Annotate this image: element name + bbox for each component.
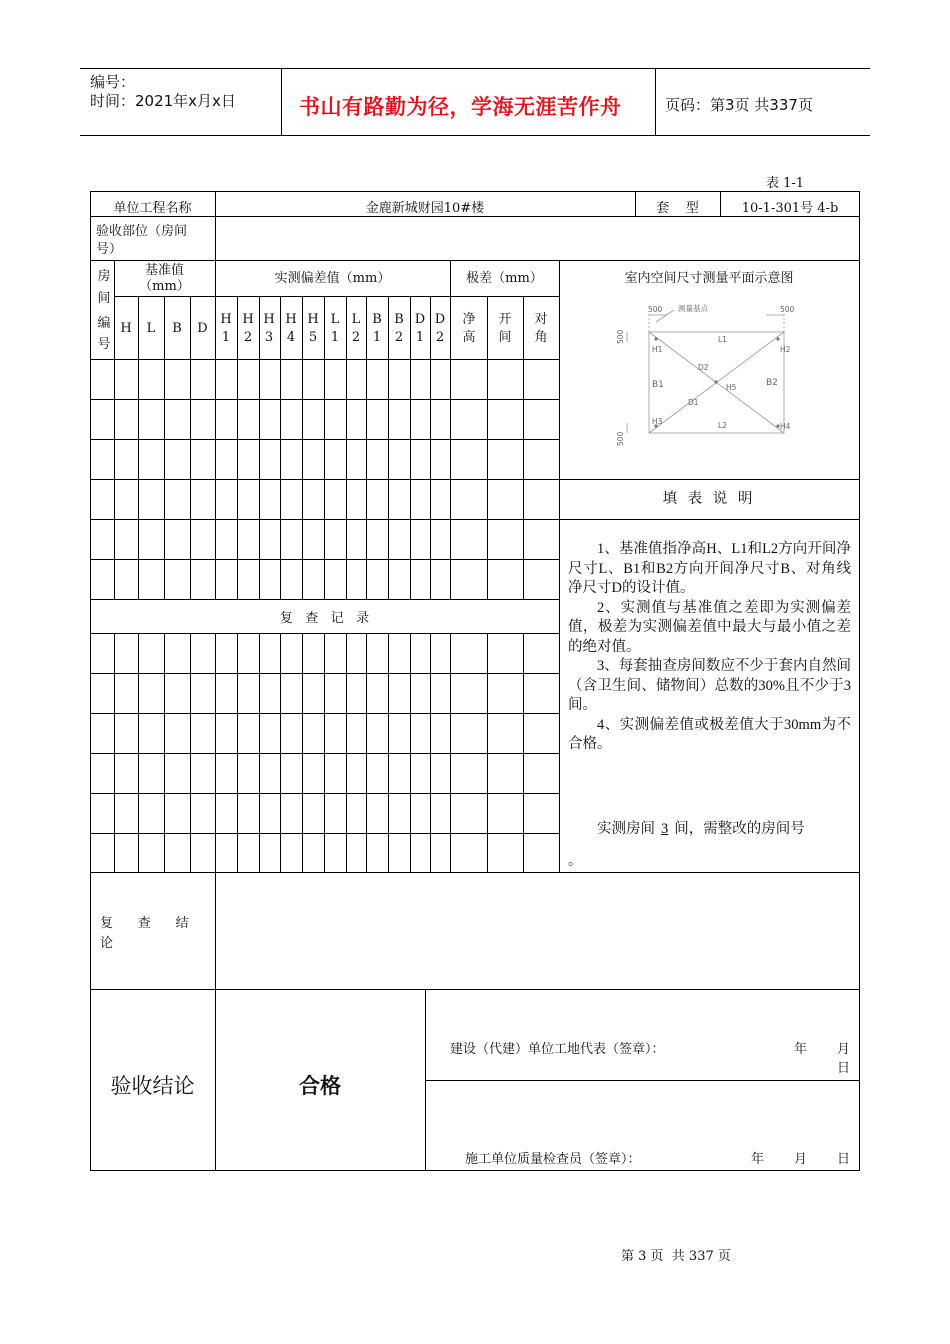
deviation-col: B 2	[394, 312, 404, 345]
baseline-col-h: H	[120, 321, 132, 336]
deviation-label: 实测偏差值（mm）	[274, 271, 391, 286]
serial-label: 编号：	[90, 73, 136, 91]
deviation-col: D 1	[414, 312, 426, 345]
acceptance-value: 合格	[299, 1074, 341, 1098]
range-col-diagonal: 对 角	[534, 312, 548, 345]
table-number: 表 1-1	[766, 176, 805, 191]
measured-rooms-suffix: 间，需整改的房间号	[674, 821, 805, 837]
baseline-col-d: D	[197, 321, 208, 336]
baseline-unit: （mm）	[139, 279, 190, 294]
label-b2: B2	[766, 378, 778, 388]
page-label: 页码：第3页 共337页	[665, 96, 813, 114]
recheck-conclusion-label-2: 论	[100, 936, 114, 951]
label-l1: L1	[718, 335, 727, 344]
instructions-body	[568, 540, 851, 755]
contractor-sign-label: 施工单位质量检查员（签章）：	[465, 1152, 641, 1167]
deviation-col: H 1	[220, 312, 232, 345]
contractor-month: 月	[794, 1152, 808, 1167]
page-footer: 第 3 页 共 337 页	[621, 1249, 731, 1264]
unit-type-label: 套 型	[656, 201, 699, 216]
deviation-col: L 1	[330, 312, 340, 345]
range-col-net-height: 净 高	[462, 312, 476, 345]
project-name-value: 金鹿新城财园10#楼	[365, 201, 485, 216]
recheck-conclusion-label: 复 查 结	[100, 916, 189, 931]
baseline-col-b: B	[172, 321, 182, 336]
location-label-line2: 号）	[96, 242, 123, 257]
measured-rooms	[568, 820, 858, 839]
deviation-col: H 2	[242, 312, 254, 345]
instruction-item: 2、实测值与基准值之差即为实测偏差值，极差为实测偏差值中最大与最小值之差的绝对值。	[568, 599, 851, 655]
date-label: 时间：2021年x月x日	[90, 92, 236, 110]
instruction-item: 3、每套抽查房间数应不少于套内自然间（含卫生间、储物间）总数的30%且不少于3间。	[568, 658, 851, 713]
deviation-col: H 3	[263, 312, 275, 345]
contractor-day: 日	[837, 1152, 851, 1167]
h2-point-icon	[776, 337, 779, 340]
label-h5: H5	[726, 383, 737, 392]
label-d1: D1	[688, 398, 699, 407]
contractor-year: 年	[751, 1152, 765, 1167]
base-point-label: 测量基点	[678, 304, 708, 313]
builder-year: 年	[794, 1042, 808, 1057]
h5-point-icon	[714, 380, 717, 383]
dim-500-tr: 500	[780, 305, 795, 314]
deviation-col: L 2	[351, 312, 361, 345]
room-no-char: 间	[97, 291, 111, 306]
label-b1: B1	[652, 380, 664, 390]
builder-sign-label: 建设（代建）单位工地代表（签章）：	[450, 1042, 665, 1057]
builder-day: 日	[837, 1061, 851, 1076]
room-no-char: 编	[97, 316, 111, 331]
deviation-col: H 4	[285, 312, 297, 345]
dim-500-tl: 500	[648, 305, 663, 314]
instructions-title: 填 表 说 明	[662, 491, 756, 507]
label-h1: H1	[652, 345, 663, 354]
instruction-item: 4、实测偏差值或极差值大于30mm为不合格。	[568, 716, 851, 752]
dim-500-left-top: 500	[616, 329, 625, 344]
deviation-col: B 1	[372, 312, 382, 345]
dim-500-left-bottom: 500	[616, 431, 625, 446]
recheck-record-label: 复 查 记 录	[279, 611, 370, 626]
baseline-label: 基准值	[144, 263, 184, 278]
label-l2: L2	[718, 421, 727, 430]
h1-point-icon	[654, 337, 657, 340]
deviation-col: H 5	[307, 312, 319, 345]
label-h4: H4	[780, 422, 791, 431]
range-col-bay: 开 间	[498, 312, 512, 345]
label-h2: H2	[780, 345, 791, 354]
project-name-label: 单位工程名称	[113, 201, 192, 216]
instruction-item: 1、基准值指净高H、L1和L2方向开间净尺寸L、B1和B2方向开间净尺寸B、对角线净尺寸D的设计值。	[568, 541, 851, 596]
label-h3: H3	[652, 417, 663, 426]
unit-type-value: 10-1-301号 4-b	[741, 201, 839, 216]
motto: 书山有路勤为径，学海无涯苦作舟	[299, 95, 622, 119]
deviation-col: D 2	[434, 312, 446, 345]
acceptance-label: 验收结论	[110, 1074, 195, 1098]
label-d2: D2	[698, 363, 709, 372]
baseline-col-l: L	[146, 321, 156, 336]
builder-month: 月	[837, 1042, 851, 1057]
room-no-char: 号	[97, 337, 111, 352]
measured-rooms-prefix: 实测房间	[597, 821, 655, 837]
location-label-line1: 验收部位（房间	[96, 224, 188, 239]
room-no-char: 房	[97, 269, 111, 284]
measured-rooms-end: 。	[568, 853, 582, 869]
floorplan-diagram	[612, 302, 812, 452]
measured-rooms-count: 3	[661, 821, 669, 837]
range-label: 极差（mm）	[466, 271, 543, 286]
diagram-title: 室内空间尺寸测量平面示意图	[624, 271, 794, 286]
